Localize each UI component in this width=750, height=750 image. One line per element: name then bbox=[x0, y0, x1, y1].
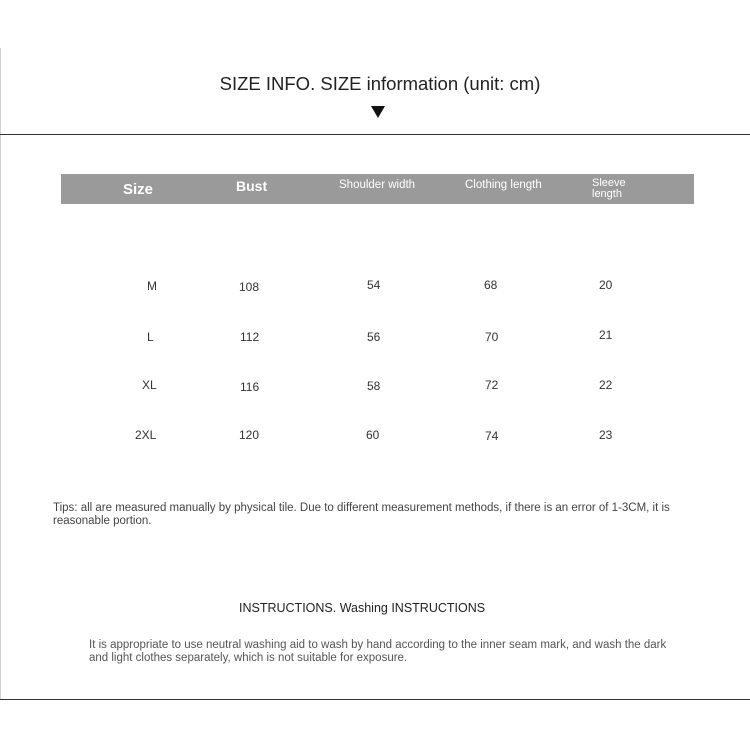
table-cell-shoulder: 54 bbox=[367, 278, 381, 292]
table-cell-sleeve: 21 bbox=[599, 328, 613, 342]
table-cell-bust: 108 bbox=[239, 280, 260, 294]
instructions-text: It is appropriate to use neutral washing aid to wash by hand according to the inner seam mark, and wash the dark and light clothes separately, which is not suitable for exposure. bbox=[89, 639, 667, 664]
page-title: SIZE INFO. SIZE information (unit: cm) bbox=[219, 73, 541, 94]
table-cell-length: 68 bbox=[484, 278, 498, 292]
table-cell-sleeve: 20 bbox=[599, 278, 613, 292]
bottom-divider bbox=[0, 699, 750, 700]
column-header-size: Size bbox=[123, 181, 154, 198]
table-cell-sleeve: 22 bbox=[599, 378, 613, 392]
column-header-clothing-length: Clothing length bbox=[465, 179, 542, 191]
table-cell-bust: 120 bbox=[239, 428, 260, 442]
table-cell-length: 72 bbox=[485, 378, 499, 392]
table-cell-size: L bbox=[147, 330, 154, 344]
table-cell-length: 70 bbox=[485, 330, 499, 344]
instructions-title: INSTRUCTIONS. Washing INSTRUCTIONS bbox=[239, 601, 486, 615]
column-header-shoulder-width: Shoulder width bbox=[339, 179, 416, 191]
measurement-tips: Tips: all are measured manually by physical tile. Due to different measurement methods, if there is an error of 1-3CM, it is reasonable portion. bbox=[53, 502, 670, 527]
table-cell-size: 2XL bbox=[135, 428, 157, 442]
table-cell-length: 74 bbox=[485, 429, 499, 443]
table-cell-bust: 116 bbox=[240, 380, 260, 394]
left-border bbox=[0, 48, 1, 700]
table-cell-shoulder: 58 bbox=[367, 379, 381, 393]
table-cell-shoulder: 56 bbox=[367, 330, 381, 344]
top-divider bbox=[0, 134, 750, 135]
down-arrow-icon bbox=[371, 106, 385, 118]
column-header-bust: Bust bbox=[236, 178, 268, 194]
table-cell-shoulder: 60 bbox=[366, 428, 380, 442]
table-cell-bust: 112 bbox=[240, 330, 260, 344]
size-table-header bbox=[61, 174, 694, 204]
table-cell-size: M bbox=[147, 279, 157, 293]
table-cell-size: XL bbox=[142, 378, 157, 392]
column-header-sleeve-length: Sleeve length bbox=[592, 177, 626, 200]
table-cell-sleeve: 23 bbox=[599, 428, 613, 442]
